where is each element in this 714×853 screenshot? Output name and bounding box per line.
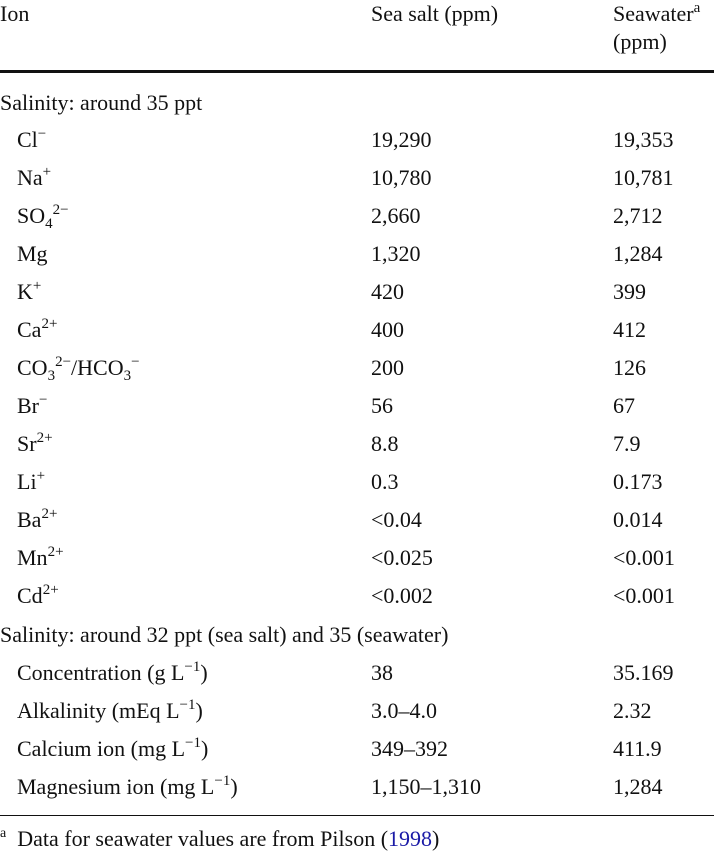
sea-salt-cell: 38 — [371, 660, 393, 685]
property-cell: Concentration (g $L^{-1}$) — [17, 659, 208, 685]
table-row — [0, 165, 714, 203]
table-row — [0, 469, 714, 507]
sea-salt-cell: <0.025 — [371, 545, 433, 570]
sea-salt-cell: 349–392 — [371, 736, 448, 761]
table-row — [0, 583, 714, 621]
sea-salt-cell: 400 — [371, 317, 404, 342]
ion-cell: $Ca^{2+}$ — [17, 316, 58, 342]
ion-cell: Na+ — [17, 164, 52, 190]
header-ion: Ion — [0, 1, 30, 26]
seawater-cell: 19,353 — [613, 127, 674, 152]
table-row — [0, 736, 714, 774]
seawater-cell: 67 — [613, 393, 635, 418]
seawater-cell: 2,712 — [613, 203, 663, 228]
ion-cell: K+ — [17, 278, 42, 304]
table-row — [0, 355, 714, 393]
section-title: Salinity: around 32 ppt (sea salt) and 35 (seawater) — [0, 622, 449, 647]
sea-salt-cell: 8.8 — [371, 431, 399, 456]
bottom-rule — [0, 815, 714, 816]
seawater-cell: 1,284 — [613, 241, 663, 266]
sea-salt-cell: 420 — [371, 279, 404, 304]
seawater-cell: 1,284 — [613, 774, 663, 799]
ion-cell: $CO_3^{2-}/HCO_3^-$ — [17, 354, 140, 384]
seawater-cell: <0.001 — [613, 545, 675, 570]
ion-cell: $Sr^{2+}$ — [17, 430, 53, 456]
table-row — [0, 203, 714, 241]
seawater-cell: 10,781 — [613, 165, 674, 190]
table-row — [0, 698, 714, 736]
seawater-cell: 2.32 — [613, 698, 652, 723]
table-row — [0, 279, 714, 317]
table-row — [0, 507, 714, 545]
seawater-cell: 412 — [613, 317, 646, 342]
sea-salt-cell: 1,320 — [371, 241, 421, 266]
sea-salt-cell: <0.04 — [371, 507, 422, 532]
table-row — [0, 545, 714, 583]
header-rule — [0, 70, 714, 73]
ion-cell: $Cd^{2+}$ — [17, 582, 59, 608]
sea-salt-cell: 0.3 — [371, 469, 399, 494]
sea-salt-cell: 19,290 — [371, 127, 432, 152]
property-cell: Calcium ion (mg $L^{-1}$) — [17, 735, 209, 761]
property-cell: Magnesium ion (mg $L^{-1}$) — [17, 773, 238, 799]
table-row — [0, 431, 714, 469]
sea-salt-cell: 3.0–4.0 — [371, 698, 437, 723]
seawater-cell: <0.001 — [613, 583, 675, 608]
table-row — [0, 660, 714, 698]
ion-cell: $Mn^{2+}$ — [17, 544, 64, 570]
seawater-cell: 35.169 — [613, 660, 674, 685]
sea-salt-cell: 10,780 — [371, 165, 432, 190]
seawater-cell: 0.173 — [613, 469, 663, 494]
table-row — [0, 774, 714, 812]
ion-cell: Mg — [17, 241, 48, 266]
ion-cell: Br− — [17, 392, 48, 418]
sea-salt-cell: 2,660 — [371, 203, 421, 228]
ion-cell: $Ba^{2+}$ — [17, 506, 58, 532]
seawater-cell: 0.014 — [613, 507, 663, 532]
section-title: Salinity: around 35 ppt — [0, 90, 203, 115]
footnote-mark: a — [0, 826, 7, 841]
footnote-mark: a — [693, 0, 701, 16]
citation-link[interactable]: 1998 — [388, 826, 433, 851]
sea-salt-cell: 56 — [371, 393, 393, 418]
ion-cell: Cl− — [17, 126, 47, 152]
seawater-cell: 411.9 — [613, 736, 662, 761]
ion-cell: Li+ — [17, 468, 46, 494]
sea-salt-cell: 200 — [371, 355, 404, 380]
seawater-cell: 126 — [613, 355, 646, 380]
header-seawater: Seawater$^a$ (ppm) — [613, 0, 701, 54]
footnote: $^a$ Data for seawater values are from Pilson (1998) — [0, 826, 440, 851]
sea-salt-cell: <0.002 — [371, 583, 433, 608]
table-row — [0, 241, 714, 279]
table-row — [0, 127, 714, 165]
seawater-cell: 7.9 — [613, 431, 641, 456]
ion-cell: $SO_4^{2-}$ — [17, 202, 69, 232]
property-cell: Alkalinity (mEq $L^{-1}$) — [17, 697, 203, 723]
table-row — [0, 317, 714, 355]
sea-salt-cell: 1,150–1,310 — [371, 774, 481, 799]
table-row — [0, 393, 714, 431]
seawater-cell: 399 — [613, 279, 646, 304]
header-sea-salt: Sea salt (ppm) — [371, 1, 499, 26]
